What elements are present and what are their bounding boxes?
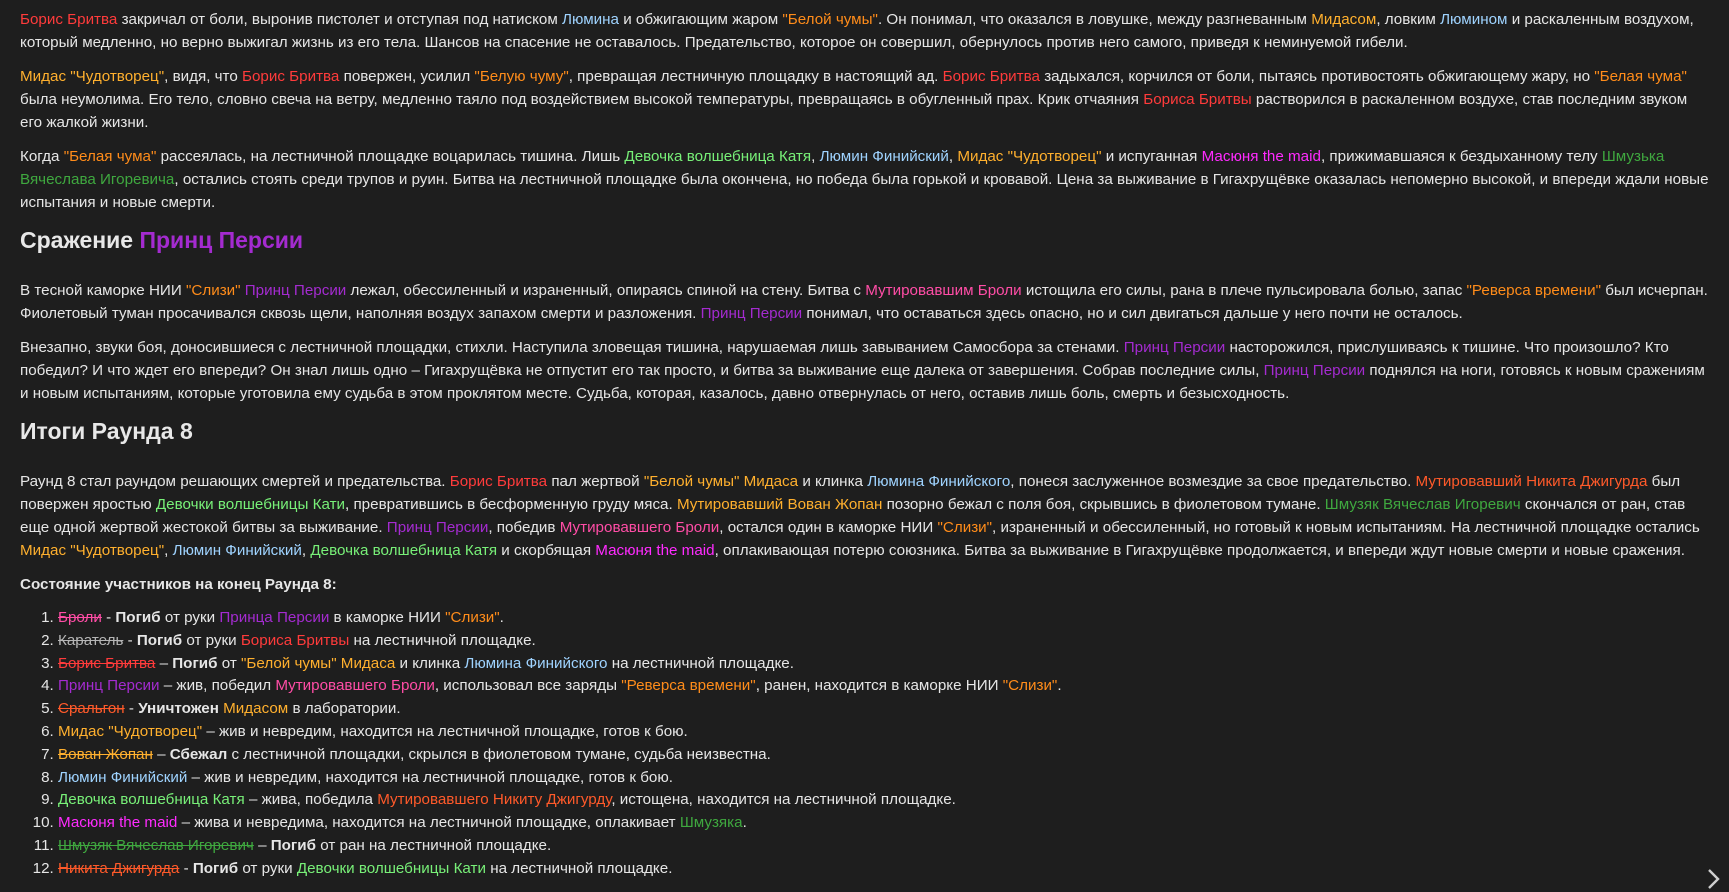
- text-span: – жива и невредима, находится на лестничной площадке, оплакивает: [177, 814, 680, 832]
- character-name: Люмина: [562, 11, 619, 28]
- status-word: Погиб: [172, 654, 218, 672]
- character-name: "Белая чума": [63, 148, 157, 165]
- paragraph: [20, 145, 1709, 214]
- character-name: Борис Бритва: [20, 11, 118, 28]
- character-name: Девочки волшебницы Кати: [296, 859, 486, 877]
- character-name: Девочка волшебница Катя: [310, 542, 498, 559]
- paragraph: [20, 65, 1709, 134]
- text-span: .: [742, 814, 747, 832]
- character-name: Люмин Финийский: [172, 542, 302, 559]
- text-span: , истощена, находится на лестничной площадке.: [611, 791, 956, 809]
- text-span: ,: [948, 148, 958, 165]
- text-span: , ранен, находится в каморке НИИ: [755, 677, 1003, 695]
- text-span: понимал, что оставаться здесь опасно, но и сил двигаться дальше у него почти не осталось.: [802, 305, 1463, 322]
- text-span: на лестничной площадке.: [349, 631, 536, 649]
- text-span: , использовал все заряды: [434, 677, 622, 695]
- text-span: -: [179, 859, 193, 877]
- text-span: , ловким: [1376, 11, 1441, 28]
- text-span: -: [101, 609, 116, 626]
- text-span: и скорбящая: [497, 542, 596, 559]
- character-name: "Слизи": [185, 282, 241, 299]
- text-span: и раскаленным воздухом, который медленно, но верно выжигал жизнь из его тела. Шансов на спасение не оставалось. Предательство, которое он совершил, обернулось против него самого, приведя к неминуемой гибели.: [20, 11, 1694, 51]
- text-span: –: [152, 745, 170, 763]
- character-name: Мидас "Чудотворец": [58, 722, 203, 740]
- character-name: Люмином: [1440, 11, 1508, 28]
- text-span: , превращая лестничную площадку в настоящий ад.: [568, 68, 943, 85]
- character-name: Принц Персии: [386, 519, 489, 536]
- list-item: [58, 607, 1709, 630]
- character-name: Мутировавшего Броли: [559, 519, 720, 536]
- text-span: , победив: [488, 519, 560, 536]
- text-span: позорно бежал с поля боя, скрывшись в фиолетовом тумане.: [882, 496, 1325, 513]
- text-span: истощила его силы, рана в плече пульсировала болью, запас: [1021, 282, 1467, 299]
- character-name: Мутировавшего Броли: [275, 677, 435, 695]
- status-heading: [20, 573, 1709, 596]
- text-span: от: [217, 654, 242, 672]
- character-name: Шмузька Вячеслава Игоревича: [20, 148, 1665, 188]
- character-name: Принца Персии: [219, 609, 330, 626]
- text-span: Сражение: [20, 227, 140, 253]
- paragraph: [20, 279, 1709, 325]
- character-name: Принц Персии: [700, 305, 803, 322]
- list-item: [58, 858, 1709, 881]
- character-name: Мидасом: [1311, 11, 1377, 28]
- character-name: Люмин Финийский: [58, 768, 188, 786]
- list-item: [58, 744, 1709, 767]
- text-span: и обжигающим жаром: [618, 11, 783, 28]
- list-item: [58, 789, 1709, 812]
- text-span: , понеся заслуженное возмездие за свое предательство.: [1010, 473, 1416, 490]
- status-word: Погиб: [115, 609, 161, 626]
- text-span: поднялся на ноги, готовясь к новым сражениям и новым испытаниям, которые уготовила ему судьба в этом проклятом месте. Судьба, которая, казалось, давно отвернулась от него, оставив лишь боль, смерть и безысходность.: [20, 362, 1705, 402]
- text-span: , израненный и обессиленный, но готовый к новым испытаниям. На лестничной площадке остались: [992, 519, 1700, 536]
- character-name: Бориса Бритвы: [1143, 91, 1252, 108]
- text-span: .: [499, 609, 504, 626]
- list-item: [58, 675, 1709, 698]
- text-span: Итоги Раунда 8: [20, 418, 193, 444]
- character-name: Мидас "Чудотворец": [957, 148, 1102, 165]
- character-name: Шмузяк Вячеслав Игоревич: [58, 836, 254, 854]
- text-span: Когда: [20, 148, 64, 165]
- character-name: Девочки волшебницы Кати: [155, 496, 346, 513]
- text-span: ,: [301, 542, 311, 559]
- text-span: насторожился, прислушиваясь к тишине. Что произошло? Кто победил? И что ждет его впереди? Он знал лишь одно – Гигахрущёвка не отпустит его так просто, и битва за выживание еще далека от завершения. Собрав последние силы,: [20, 339, 1669, 379]
- text-span: лежал, обессиленный и израненный, опираясь спиной на стену. Битва с: [346, 282, 866, 299]
- character-name: Девочка волшебница Катя: [58, 791, 245, 809]
- status-word: Погиб: [192, 859, 239, 877]
- section-heading: [20, 416, 1709, 446]
- text-span: задыхался, корчился от боли, пытаясь противостоять обжигающему жару, но: [1039, 68, 1595, 85]
- paragraph: [20, 470, 1709, 562]
- character-name: "Белую чуму": [474, 68, 569, 85]
- status-word: Сбежал: [169, 745, 228, 763]
- text-span: растворился в раскаленном воздухе, став последним звуком его жалкой жизни.: [20, 91, 1688, 131]
- text-span: и испуганная: [1101, 148, 1202, 165]
- character-name: Шмузяк Вячеслав Игоревич: [1324, 496, 1521, 513]
- text-span: и клинка: [395, 654, 465, 672]
- list-item: [58, 721, 1709, 744]
- text-span: от руки: [182, 631, 241, 649]
- character-name: Борис Бритва: [942, 68, 1040, 85]
- character-name: Люмина Финийского: [867, 473, 1011, 490]
- text-span: повержен, усилил: [339, 68, 475, 85]
- character-name: Никита Джигурда: [58, 859, 180, 877]
- text-span: на лестничной площадке.: [485, 859, 673, 877]
- text-span: в каморке НИИ: [329, 609, 446, 626]
- text-span: в лаборатории.: [288, 700, 401, 718]
- text-span: была неумолима. Его тело, словно свеча на ветру, медленно таяло под воздействием высокой температуры, превращаясь в обугленный прах. Крик отчаяния: [20, 91, 1144, 108]
- text-span: ,: [811, 148, 820, 165]
- text-span: пал жертвой: [547, 473, 644, 490]
- text-span: от руки: [238, 859, 297, 877]
- character-name: "Белой чумы": [782, 11, 878, 28]
- status-word: Погиб: [136, 631, 183, 649]
- character-name: "Белой чумы" Мидаса: [241, 654, 396, 672]
- character-name: "Реверса времени": [1466, 282, 1601, 299]
- text-span: закричал от боли, выронив пистолет и отступая под натиском: [117, 11, 563, 28]
- status-word: Погиб: [270, 836, 316, 854]
- character-name: Принц Персии: [1263, 362, 1366, 379]
- character-name: Сральгон: [58, 700, 125, 718]
- character-name: "Белая чума": [1594, 68, 1687, 85]
- text-span: рассеялась, на лестничной площадке воцарилась тишина. Лишь: [156, 148, 625, 165]
- character-name: "Слизи": [937, 519, 993, 536]
- character-name: Принц Персии: [244, 282, 347, 299]
- text-span: – жива, победила: [244, 791, 378, 809]
- text-span: ,: [164, 542, 173, 559]
- text-span: , оплакивающая потерю союзника. Битва за выживание в Гигахрущёвке продолжается, и впереди ждут новые смерти и новые сражения.: [714, 542, 1685, 559]
- character-name: Принц Персии: [58, 677, 160, 695]
- text-span: . Он понимал, что оказался в ловушке, между разгневанным: [877, 11, 1312, 28]
- text-span: –: [155, 654, 173, 672]
- list-item: [58, 835, 1709, 858]
- text-span: скончался от ран, став еще одной жертвой жестокой битвы за выживание.: [20, 496, 1686, 536]
- character-name: Мидас "Чудотворец": [20, 68, 165, 85]
- paragraph: [20, 336, 1709, 405]
- list-item: [58, 767, 1709, 790]
- character-name: Каратель: [58, 631, 124, 649]
- character-name: "Реверса времени": [621, 677, 756, 695]
- text-span: от ран на лестничной площадке.: [315, 836, 552, 854]
- text-span: , остался один в каморке НИИ: [719, 519, 938, 536]
- character-name: "Слизи": [1002, 677, 1058, 695]
- section-heading: [20, 225, 1709, 255]
- character-name: Шмузяка: [679, 814, 743, 832]
- text-span: Раунд 8 стал раундом решающих смертей и предательства.: [20, 473, 450, 490]
- character-name: Мидасом: [223, 700, 289, 718]
- character-name: Принц Персии: [1123, 339, 1226, 356]
- list-item: [58, 630, 1709, 653]
- character-name: Броли: [58, 609, 102, 626]
- character-name: Борис Бритва: [58, 654, 156, 672]
- character-name: Бориса Бритвы: [240, 631, 350, 649]
- text-span: , видя, что: [164, 68, 243, 85]
- text-span: с лестничной площадки, скрылся в фиолетовом тумане, судьба неизвестна.: [227, 745, 771, 763]
- text-span: от руки: [160, 609, 220, 626]
- character-name: Мутировавший Никита Джигурда: [1415, 473, 1648, 490]
- text-span: , прижимавшаяся к бездыханному телу: [1320, 148, 1602, 165]
- character-name: "Слизи": [445, 609, 500, 626]
- text-span: Внезапно, звуки боя, доносившиеся с лестничной площадки, стихли. Наступила зловещая тишина, нарушаемая лишь завыванием Самосбора за стенами.: [20, 339, 1124, 356]
- character-name: Люмина Финийского: [464, 654, 608, 672]
- character-name: Девочка волшебница Катя: [624, 148, 812, 165]
- status-word: Уничтожен: [138, 700, 219, 718]
- text-span: -: [123, 631, 137, 649]
- text-span: на лестничной площадке.: [607, 654, 794, 672]
- text-span: , остались стоять среди трупов и руин. Битва на лестничной площадке была окончена, но победа была горькой и кровавой. Цена за выживание в Гигахрущёвке оказалась непомерно высокой, и впереди ждали новые испытания и новые смерти.: [20, 171, 1709, 211]
- participants-status-list: [20, 607, 1709, 881]
- list-item: [58, 812, 1709, 835]
- character-name: Вован Жопан: [58, 745, 153, 763]
- character-name: Мутировавший Вован Жопан: [676, 496, 883, 513]
- text-span: был исчерпан. Фиолетовый туман просачивался сквозь щели, наполняя воздух запахом смерти и разложения.: [20, 282, 1708, 322]
- character-name: Масюня the maid: [58, 814, 178, 832]
- text-span: В тесной каморке НИИ: [20, 282, 186, 299]
- character-name: Масюня the maid: [1201, 148, 1321, 165]
- text-span: –: [253, 836, 271, 854]
- list-item: [58, 698, 1709, 721]
- text-span: – жив и невредим, находится на лестничной площадке, готов к бою.: [202, 722, 688, 740]
- text-span: Состояние участников на конец Раунда 8:: [20, 576, 337, 593]
- character-name: Мутировавшим Броли: [865, 282, 1022, 299]
- text-span: .: [1057, 677, 1062, 695]
- character-name: Масюня the maid: [595, 542, 715, 559]
- character-name: Борис Бритва: [449, 473, 548, 490]
- text-span: – жив и невредим, находится на лестничной площадке, готов к бою.: [187, 768, 673, 786]
- list-item: [58, 653, 1709, 676]
- character-name: Мутировавшего Никиту Джигурду: [377, 791, 612, 809]
- character-name: Люмин Финийский: [819, 148, 949, 165]
- text-span: -: [124, 700, 139, 718]
- text-span: и клинка: [798, 473, 868, 490]
- character-name: Борис Бритва: [242, 68, 340, 85]
- character-name: "Белой чумы" Мидаса: [643, 473, 799, 490]
- character-name: Мидас "Чудотворец": [20, 542, 165, 559]
- chevron-right-icon[interactable]: [1705, 866, 1723, 892]
- paragraph: [20, 8, 1709, 54]
- character-name: Принц Персии: [139, 227, 304, 253]
- text-span: , превратившись в бесформенную груду мяса.: [345, 496, 677, 513]
- text-span: – жив, победил: [159, 677, 276, 695]
- text-span: был повержен яростью: [20, 473, 1681, 513]
